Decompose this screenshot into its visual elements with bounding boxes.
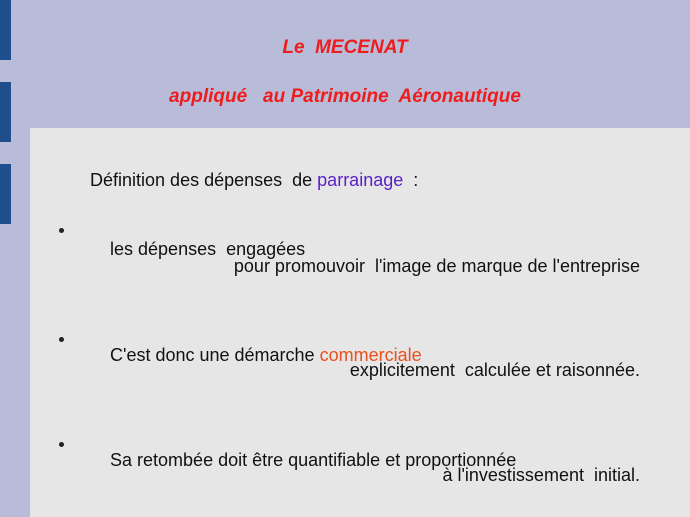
definition-highlight: parrainage — [317, 170, 404, 190]
accent-bar-bottom — [0, 164, 11, 224]
bullet-2-text: C'est donc une démarche — [110, 345, 320, 365]
slide-title: Le MECENAT — [282, 37, 408, 58]
definition-text: Définition des dépenses de — [90, 170, 318, 190]
bullet-dot-3 — [59, 442, 64, 447]
bullet-2-highlight: commerciale — [319, 345, 422, 365]
bullet-3-text: Sa retombée doit être quantifiable et proportionnée — [110, 450, 517, 470]
bullet-1-line-2: pour promouvoir l'image de marque de l'entreprise — [233, 256, 640, 276]
bullet-3-line-2: à l'investissement initial. — [442, 465, 640, 485]
slide-subtitle: appliqué au Patrimoine Aéronautique — [169, 86, 521, 107]
bullet-2-line-2: explicitement calculée et raisonnée. — [349, 360, 640, 380]
content-panel — [30, 128, 690, 517]
definition-line — [60, 149, 418, 212]
bullet-dot-2 — [59, 337, 64, 342]
definition-suffix: : — [403, 170, 419, 190]
bullet-1-text: les dépenses engagées — [110, 239, 306, 259]
bullet-dot-1 — [59, 228, 64, 233]
